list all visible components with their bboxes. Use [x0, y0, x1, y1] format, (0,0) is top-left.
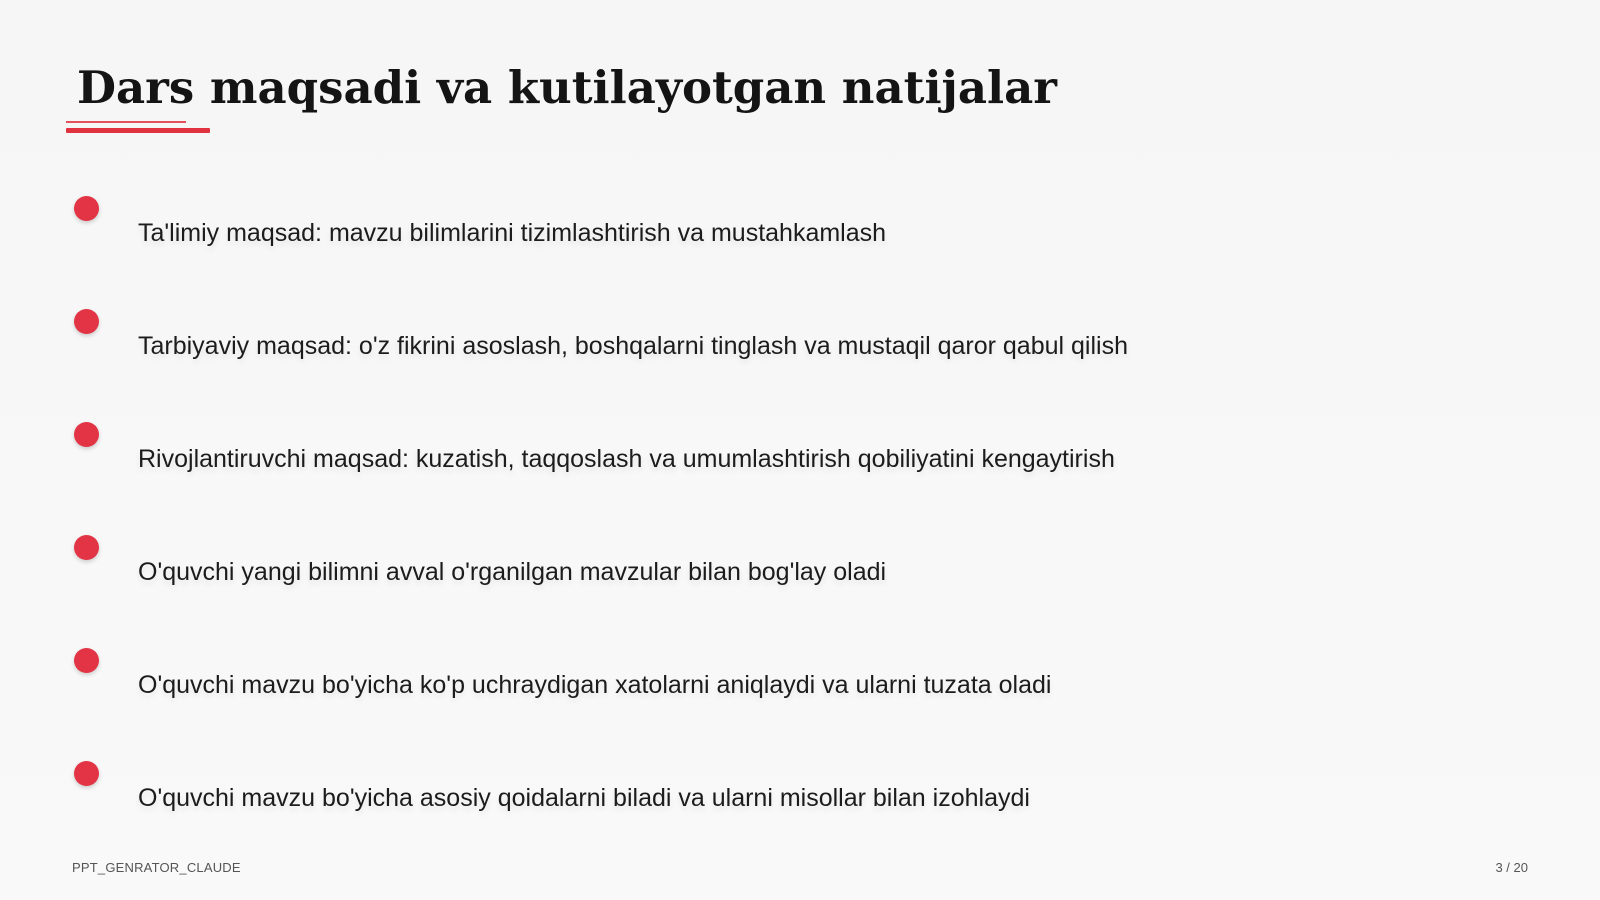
- list-item: [0, 761, 1300, 841]
- footer-brand: PPT_GENRATOR_CLAUDE: [72, 860, 241, 875]
- bullet-dot-icon: [74, 196, 99, 221]
- bullet-dot-icon: [74, 309, 99, 334]
- bullet-dot-icon: [74, 648, 99, 673]
- list-item: [0, 196, 1300, 276]
- slide-title: Dars maqsadi va kutilayotgan natijalar: [77, 61, 1057, 114]
- bullet-text: O'quvchi mavzu bo'yicha asosiy qoidalarni biladi va ularni misollar bilan izohlaydi: [138, 784, 1030, 812]
- title-underline: [66, 128, 210, 133]
- bullet-dot-icon: [74, 761, 99, 786]
- list-item: [0, 648, 1300, 728]
- bullet-dot-icon: [74, 422, 99, 447]
- list-item: [0, 535, 1300, 615]
- bullet-text: Rivojlantiruvchi maqsad: kuzatish, taqqoslash va umumlashtirish qobiliyatini kengaytirish: [138, 445, 1115, 473]
- bullet-dot-icon: [74, 535, 99, 560]
- bullet-text: O'quvchi mavzu bo'yicha ko'p uchraydigan xatolarni aniqlaydi va ularni tuzata oladi: [138, 671, 1052, 699]
- page-indicator: 3 / 20: [1495, 860, 1528, 875]
- bullet-text: O'quvchi yangi bilimni avval o'rganilgan mavzular bilan bog'lay oladi: [138, 558, 887, 586]
- list-item: [0, 422, 1300, 502]
- bullet-text: Ta'limiy maqsad: mavzu bilimlarini tizimlashtirish va mustahkamlash: [138, 219, 887, 247]
- title-underline-thin: [66, 121, 186, 123]
- list-item: [0, 309, 1300, 389]
- bullet-text: Tarbiyaviy maqsad: o'z fikrini asoslash, boshqalarni tinglash va mustaqil qaror qabul qilish: [138, 332, 1128, 360]
